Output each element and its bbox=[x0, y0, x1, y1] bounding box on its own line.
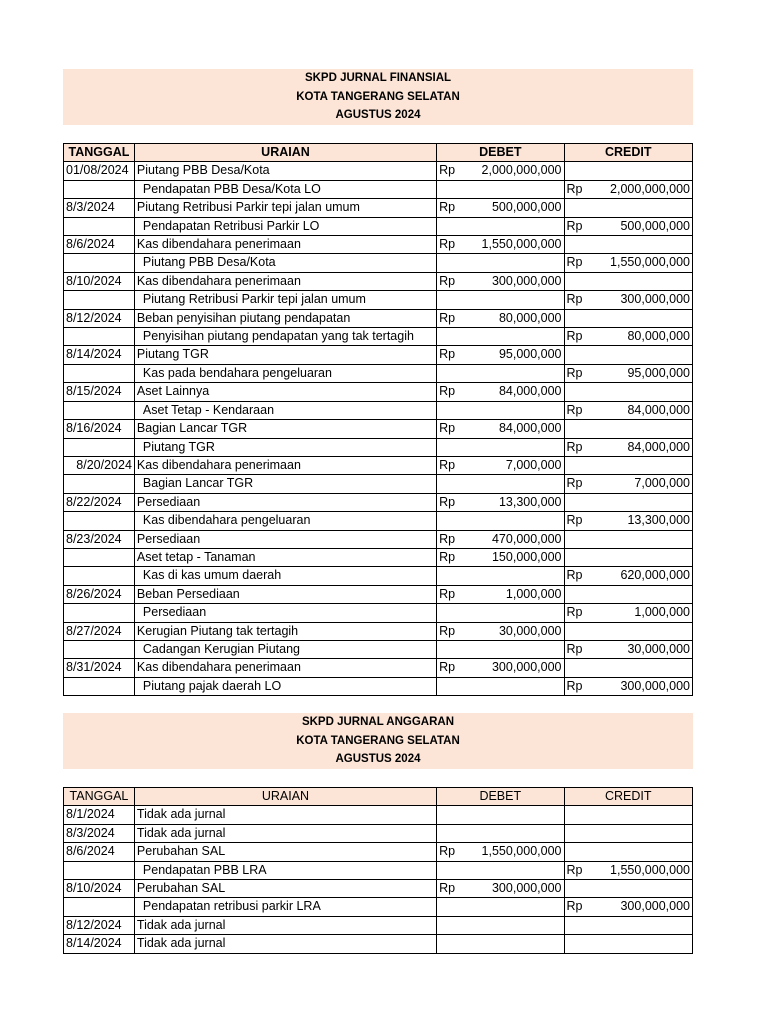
table-row bbox=[64, 677, 693, 695]
cell-credit bbox=[564, 916, 693, 934]
amount: 300,000,000 bbox=[620, 292, 690, 307]
currency-label: Rp bbox=[439, 586, 456, 601]
anggaran-period: AGUSTUS 2024 bbox=[335, 753, 421, 765]
cell-credit bbox=[564, 346, 693, 364]
header-debet: DEBET bbox=[437, 144, 564, 162]
cell-description: Kas dibendahara pengeluaran bbox=[134, 512, 436, 530]
table-row bbox=[64, 861, 693, 879]
cell-description: Tidak ada jurnal bbox=[134, 806, 436, 824]
table-row bbox=[64, 512, 693, 530]
cell-credit bbox=[564, 880, 693, 898]
cell-debit bbox=[437, 272, 564, 290]
cell-debit bbox=[437, 236, 564, 254]
cell-description: Persediaan bbox=[134, 530, 436, 548]
amount: 1,550,000,000 bbox=[610, 862, 690, 877]
cell-credit bbox=[564, 512, 693, 530]
table-row bbox=[64, 898, 693, 916]
table-row bbox=[64, 604, 693, 622]
table-row bbox=[64, 420, 693, 438]
cell-description: Kas dibendahara penerimaan bbox=[134, 272, 436, 290]
finansial-journal-table bbox=[63, 143, 693, 696]
table-row bbox=[64, 880, 693, 898]
cell-credit bbox=[564, 456, 693, 474]
table-header-row bbox=[64, 144, 693, 162]
cell-debit bbox=[437, 585, 564, 603]
table-row bbox=[64, 162, 693, 180]
cell-debit bbox=[437, 180, 564, 198]
cell-credit bbox=[564, 438, 693, 456]
cell-credit bbox=[564, 254, 693, 272]
amount: 300,000,000 bbox=[491, 273, 562, 288]
table-row bbox=[64, 567, 693, 585]
amount: 1,550,000,000 bbox=[481, 237, 562, 252]
cell-date bbox=[64, 640, 135, 658]
amount: 500,000,000 bbox=[491, 200, 562, 215]
cell-description: Pendapatan PBB Desa/Kota LO bbox=[134, 180, 436, 198]
table-row bbox=[64, 217, 693, 235]
amount: 500,000,000 bbox=[620, 218, 690, 233]
cell-description: Aset Lainnya bbox=[134, 383, 436, 401]
currency-label: Rp bbox=[439, 660, 456, 675]
cell-date: 8/10/2024 bbox=[64, 272, 135, 290]
cell-description: Penyisihan piutang pendapatan yang tak tertagih bbox=[134, 328, 436, 346]
table-row bbox=[64, 806, 693, 824]
amount: 300,000,000 bbox=[491, 660, 562, 675]
cell-credit bbox=[564, 935, 693, 953]
cell-date: 8/15/2024 bbox=[64, 383, 135, 401]
cell-debit bbox=[437, 843, 564, 861]
header-uraian: URAIAN bbox=[134, 788, 436, 806]
cell-credit bbox=[564, 383, 693, 401]
currency-label: Rp bbox=[439, 310, 456, 325]
currency-label: Rp bbox=[439, 237, 456, 252]
cell-date: 8/10/2024 bbox=[64, 880, 135, 898]
currency-label: Rp bbox=[566, 513, 583, 528]
amount: 84,000,000 bbox=[627, 439, 690, 454]
table-row bbox=[64, 309, 693, 327]
cell-credit bbox=[564, 843, 693, 861]
cell-date bbox=[64, 475, 135, 493]
table-row bbox=[64, 548, 693, 566]
amount: 300,000,000 bbox=[491, 881, 562, 896]
currency-label: Rp bbox=[566, 568, 583, 583]
anggaran-title-banner bbox=[63, 713, 693, 769]
cell-debit bbox=[437, 530, 564, 548]
cell-date: 8/23/2024 bbox=[64, 530, 135, 548]
cell-debit bbox=[437, 512, 564, 530]
amount: 300,000,000 bbox=[620, 899, 690, 914]
cell-date bbox=[64, 401, 135, 419]
cell-debit bbox=[437, 438, 564, 456]
cell-credit bbox=[564, 659, 693, 677]
amount: 470,000,000 bbox=[491, 531, 562, 546]
cell-debit bbox=[437, 401, 564, 419]
cell-credit bbox=[564, 640, 693, 658]
cell-debit bbox=[437, 420, 564, 438]
cell-credit bbox=[564, 328, 693, 346]
table-row bbox=[64, 254, 693, 272]
cell-description: Persediaan bbox=[134, 604, 436, 622]
cell-description: Tidak ada jurnal bbox=[134, 824, 436, 842]
amount: 2,000,000,000 bbox=[610, 181, 690, 196]
cell-debit bbox=[437, 346, 564, 364]
cell-debit bbox=[437, 475, 564, 493]
table-row bbox=[64, 199, 693, 217]
cell-date bbox=[64, 438, 135, 456]
amount: 1,550,000,000 bbox=[610, 255, 690, 270]
cell-credit bbox=[564, 806, 693, 824]
currency-label: Rp bbox=[566, 365, 583, 380]
cell-debit bbox=[437, 217, 564, 235]
cell-description: Piutang Retribusi Parkir tepi jalan umum bbox=[134, 291, 436, 309]
cell-description: Tidak ada jurnal bbox=[134, 935, 436, 953]
cell-description: Kerugian Piutang tak tertagih bbox=[134, 622, 436, 640]
amount: 13,300,000 bbox=[498, 494, 562, 509]
table-row bbox=[64, 585, 693, 603]
cell-debit bbox=[437, 916, 564, 934]
anggaran-title: SKPD JURNAL ANGGARAN bbox=[301, 716, 455, 728]
cell-description: Perubahan SAL bbox=[134, 880, 436, 898]
cell-credit bbox=[564, 530, 693, 548]
header-debet: DEBET bbox=[437, 788, 564, 806]
amount: 80,000,000 bbox=[498, 310, 562, 325]
cell-description: Piutang TGR bbox=[134, 438, 436, 456]
finansial-period: AGUSTUS 2024 bbox=[335, 109, 421, 121]
table-row bbox=[64, 640, 693, 658]
cell-credit bbox=[564, 199, 693, 217]
cell-debit bbox=[437, 199, 564, 217]
currency-label: Rp bbox=[566, 899, 583, 914]
cell-date: 8/6/2024 bbox=[64, 843, 135, 861]
cell-date: 8/20/2024 bbox=[64, 456, 135, 474]
table-row bbox=[64, 843, 693, 861]
currency-label: Rp bbox=[566, 678, 583, 693]
table-row bbox=[64, 493, 693, 511]
amount: 84,000,000 bbox=[498, 384, 562, 399]
cell-credit bbox=[564, 585, 693, 603]
amount: 95,000,000 bbox=[498, 347, 562, 362]
cell-debit bbox=[437, 493, 564, 511]
cell-debit bbox=[437, 328, 564, 346]
cell-description: Kas dibendahara penerimaan bbox=[134, 456, 436, 474]
cell-date bbox=[64, 898, 135, 916]
currency-label: Rp bbox=[566, 255, 583, 270]
cell-description: Aset tetap - Tanaman bbox=[134, 548, 436, 566]
table-row bbox=[64, 346, 693, 364]
cell-description: Pendapatan Retribusi Parkir LO bbox=[134, 217, 436, 235]
cell-debit bbox=[437, 824, 564, 842]
table-row bbox=[64, 456, 693, 474]
currency-label: Rp bbox=[439, 200, 456, 215]
cell-debit bbox=[437, 861, 564, 879]
table-header-row bbox=[64, 788, 693, 806]
cell-debit bbox=[437, 806, 564, 824]
currency-label: Rp bbox=[566, 218, 583, 233]
table-row bbox=[64, 236, 693, 254]
amount: 95,000,000 bbox=[627, 365, 690, 380]
currency-label: Rp bbox=[439, 421, 456, 436]
currency-label: Rp bbox=[439, 623, 456, 638]
currency-label: Rp bbox=[439, 384, 456, 399]
cell-description: Bagian Lancar TGR bbox=[134, 475, 436, 493]
currency-label: Rp bbox=[566, 181, 583, 196]
cell-debit bbox=[437, 383, 564, 401]
amount: 30,000,000 bbox=[627, 641, 690, 656]
table-row bbox=[64, 530, 693, 548]
header-tanggal: TANGGAL bbox=[64, 788, 135, 806]
cell-debit bbox=[437, 254, 564, 272]
currency-label: Rp bbox=[566, 862, 583, 877]
amount: 30,000,000 bbox=[498, 623, 562, 638]
cell-credit bbox=[564, 898, 693, 916]
cell-debit bbox=[437, 640, 564, 658]
cell-date: 01/08/2024 bbox=[64, 162, 135, 180]
cell-date: 8/12/2024 bbox=[64, 916, 135, 934]
currency-label: Rp bbox=[566, 641, 583, 656]
cell-description: Tidak ada jurnal bbox=[134, 916, 436, 934]
table-row bbox=[64, 475, 693, 493]
cell-description: Piutang pajak daerah LO bbox=[134, 677, 436, 695]
cell-description: Pendapatan PBB LRA bbox=[134, 861, 436, 879]
amount: 7,000,000 bbox=[634, 476, 690, 491]
currency-label: Rp bbox=[439, 531, 456, 546]
currency-label: Rp bbox=[566, 402, 583, 417]
cell-credit bbox=[564, 604, 693, 622]
cell-date: 8/22/2024 bbox=[64, 493, 135, 511]
cell-credit bbox=[564, 824, 693, 842]
currency-label: Rp bbox=[566, 439, 583, 454]
cell-credit bbox=[564, 677, 693, 695]
table-row bbox=[64, 291, 693, 309]
cell-date bbox=[64, 364, 135, 382]
cell-description: Kas dibendahara penerimaan bbox=[134, 659, 436, 677]
cell-credit bbox=[564, 401, 693, 419]
cell-date: 8/6/2024 bbox=[64, 236, 135, 254]
cell-description: Piutang TGR bbox=[134, 346, 436, 364]
cell-description: Pendapatan retribusi parkir LRA bbox=[134, 898, 436, 916]
table-row bbox=[64, 659, 693, 677]
table-row bbox=[64, 383, 693, 401]
cell-date bbox=[64, 677, 135, 695]
cell-debit bbox=[437, 659, 564, 677]
header-tanggal: TANGGAL bbox=[64, 144, 135, 162]
cell-debit bbox=[437, 309, 564, 327]
currency-label: Rp bbox=[566, 476, 583, 491]
cell-credit bbox=[564, 567, 693, 585]
amount: 620,000,000 bbox=[620, 568, 690, 583]
cell-credit bbox=[564, 548, 693, 566]
cell-debit bbox=[437, 677, 564, 695]
header-credit: CREDIT bbox=[564, 144, 693, 162]
amount: 80,000,000 bbox=[627, 329, 690, 344]
cell-description: Cadangan Kerugian Piutang bbox=[134, 640, 436, 658]
currency-label: Rp bbox=[439, 273, 456, 288]
cell-credit bbox=[564, 309, 693, 327]
cell-debit bbox=[437, 162, 564, 180]
cell-credit bbox=[564, 180, 693, 198]
cell-debit bbox=[437, 898, 564, 916]
cell-date: 8/1/2024 bbox=[64, 806, 135, 824]
cell-credit bbox=[564, 236, 693, 254]
cell-credit bbox=[564, 217, 693, 235]
table-row bbox=[64, 622, 693, 640]
cell-date bbox=[64, 567, 135, 585]
finansial-title: SKPD JURNAL FINANSIAL bbox=[304, 72, 452, 84]
amount: 1,550,000,000 bbox=[481, 844, 562, 859]
cell-credit bbox=[564, 861, 693, 879]
currency-label: Rp bbox=[439, 163, 456, 178]
table-row bbox=[64, 438, 693, 456]
currency-label: Rp bbox=[439, 347, 456, 362]
amount: 13,300,000 bbox=[627, 513, 690, 528]
cell-debit bbox=[437, 456, 564, 474]
table-row bbox=[64, 824, 693, 842]
cell-date: 8/12/2024 bbox=[64, 309, 135, 327]
cell-description: Perubahan SAL bbox=[134, 843, 436, 861]
amount: 7,000,000 bbox=[505, 457, 562, 472]
cell-debit bbox=[437, 567, 564, 585]
amount: 1,000,000 bbox=[634, 605, 690, 620]
cell-credit bbox=[564, 622, 693, 640]
table-row bbox=[64, 935, 693, 953]
cell-date bbox=[64, 291, 135, 309]
currency-label: Rp bbox=[566, 292, 583, 307]
cell-debit bbox=[437, 548, 564, 566]
cell-date bbox=[64, 180, 135, 198]
finansial-title-banner bbox=[63, 69, 693, 125]
currency-label: Rp bbox=[439, 881, 456, 896]
table-row bbox=[64, 401, 693, 419]
cell-debit bbox=[437, 622, 564, 640]
cell-credit bbox=[564, 272, 693, 290]
cell-date bbox=[64, 604, 135, 622]
anggaran-city: KOTA TANGERANG SELATAN bbox=[296, 734, 460, 747]
cell-description: Piutang PBB Desa/Kota bbox=[134, 254, 436, 272]
cell-date bbox=[64, 254, 135, 272]
currency-label: Rp bbox=[566, 605, 583, 620]
cell-debit bbox=[437, 291, 564, 309]
cell-date: 8/27/2024 bbox=[64, 622, 135, 640]
cell-description: Beban penyisihan piutang pendapatan bbox=[134, 309, 436, 327]
cell-credit bbox=[564, 475, 693, 493]
cell-description: Bagian Lancar TGR bbox=[134, 420, 436, 438]
cell-description: Kas di kas umum daerah bbox=[134, 567, 436, 585]
table-row bbox=[64, 364, 693, 382]
cell-date bbox=[64, 328, 135, 346]
cell-description: Piutang PBB Desa/Kota bbox=[134, 162, 436, 180]
cell-date: 8/14/2024 bbox=[64, 346, 135, 364]
cell-description: Kas pada bendahara pengeluaran bbox=[134, 364, 436, 382]
currency-label: Rp bbox=[439, 494, 456, 509]
cell-debit bbox=[437, 604, 564, 622]
cell-description: Aset Tetap - Kendaraan bbox=[134, 401, 436, 419]
cell-description: Beban Persediaan bbox=[134, 585, 436, 603]
currency-label: Rp bbox=[439, 844, 456, 859]
cell-credit bbox=[564, 364, 693, 382]
amount: 2,000,000,000 bbox=[481, 163, 562, 178]
cell-date: 8/14/2024 bbox=[64, 935, 135, 953]
anggaran-journal-table bbox=[63, 787, 693, 954]
amount: 84,000,000 bbox=[627, 402, 690, 417]
cell-date bbox=[64, 217, 135, 235]
cell-date: 8/31/2024 bbox=[64, 659, 135, 677]
finansial-city: KOTA TANGERANG SELATAN bbox=[296, 90, 460, 103]
cell-date bbox=[64, 861, 135, 879]
cell-description: Persediaan bbox=[134, 493, 436, 511]
cell-date: 8/3/2024 bbox=[64, 824, 135, 842]
cell-debit bbox=[437, 935, 564, 953]
currency-label: Rp bbox=[439, 549, 456, 564]
header-uraian: URAIAN bbox=[134, 144, 436, 162]
cell-description: Kas dibendahara penerimaan bbox=[134, 236, 436, 254]
cell-date: 8/16/2024 bbox=[64, 420, 135, 438]
cell-description: Piutang Retribusi Parkir tepi jalan umum bbox=[134, 199, 436, 217]
amount: 84,000,000 bbox=[498, 421, 562, 436]
amount: 1,000,000 bbox=[505, 586, 562, 601]
amount: 300,000,000 bbox=[620, 678, 690, 693]
cell-debit bbox=[437, 880, 564, 898]
cell-date: 8/3/2024 bbox=[64, 199, 135, 217]
table-row bbox=[64, 180, 693, 198]
header-credit: CREDIT bbox=[564, 788, 693, 806]
currency-label: Rp bbox=[439, 457, 456, 472]
amount: 150,000,000 bbox=[491, 549, 562, 564]
cell-date bbox=[64, 512, 135, 530]
table-row bbox=[64, 916, 693, 934]
table-row bbox=[64, 272, 693, 290]
cell-credit bbox=[564, 420, 693, 438]
cell-debit bbox=[437, 364, 564, 382]
table-row bbox=[64, 328, 693, 346]
cell-credit bbox=[564, 162, 693, 180]
currency-label: Rp bbox=[566, 329, 583, 344]
cell-credit bbox=[564, 291, 693, 309]
cell-date: 8/26/2024 bbox=[64, 585, 135, 603]
cell-date bbox=[64, 548, 135, 566]
cell-credit bbox=[564, 493, 693, 511]
